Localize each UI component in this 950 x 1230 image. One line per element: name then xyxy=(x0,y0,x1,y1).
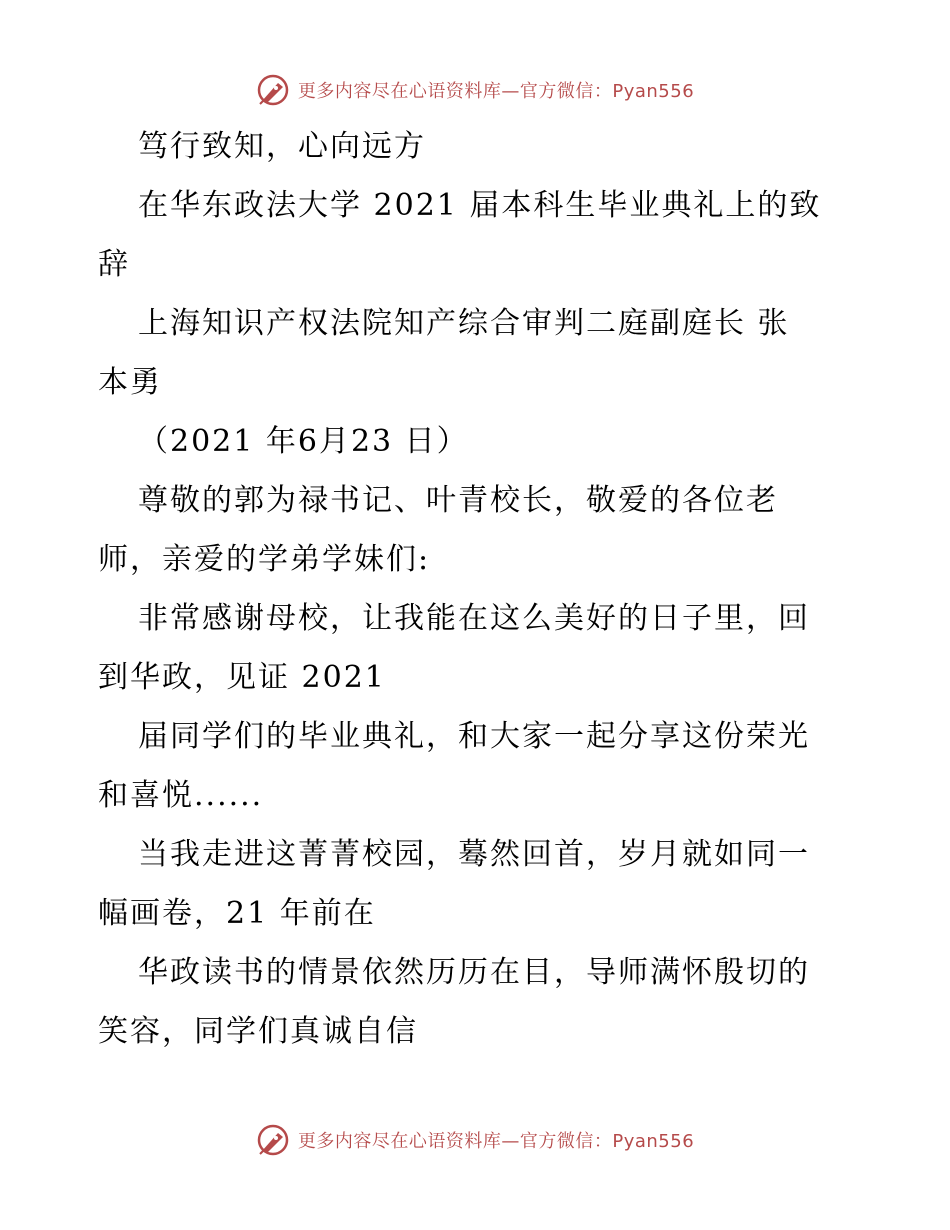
doc-subtitle-line-2: 辞 xyxy=(98,247,130,282)
doc-author-line-1: 上海知识产权法院知产综合审判二庭副庭长 张 xyxy=(138,306,790,341)
doc-subtitle-line-1: 在华东政法大学 2021 届本科生毕业典礼上的致 xyxy=(138,188,822,223)
footer-banner xyxy=(0,1120,950,1160)
paragraph-line: 非常感谢母校，让我能在这么美好的日子里，回 xyxy=(138,601,810,636)
doc-author-line-2: 本勇 xyxy=(98,365,162,400)
paragraph-line: 幅画卷，21 年前在 xyxy=(98,896,376,931)
paragraph-line: 和喜悦...... xyxy=(98,778,264,813)
pen-nib-logo-icon xyxy=(256,73,290,107)
header-banner-text: 更多内容尽在心语资料库—官方微信：Pyan556 xyxy=(297,81,695,102)
paragraph-line: 尊敬的郭为禄书记、叶青校长，敬爱的各位老 xyxy=(138,483,778,518)
doc-date: （2021 年6月23 日） xyxy=(138,424,469,459)
pen-nib-logo-icon xyxy=(256,1123,290,1157)
paragraph-line: 到华政，见证 2021 xyxy=(98,660,386,695)
header-banner xyxy=(0,70,950,110)
paragraph-line: 师，亲爱的学弟学妹们: xyxy=(98,542,431,577)
footer-banner-text: 更多内容尽在心语资料库—官方微信：Pyan556 xyxy=(297,1131,695,1152)
paragraph-line: 届同学们的毕业典礼，和大家一起分享这份荣光 xyxy=(138,719,810,754)
paragraph-line: 华政读书的情景依然历历在目，导师满怀殷切的 xyxy=(138,955,810,990)
paragraph-line: 笑容，同学们真诚自信 xyxy=(98,1014,418,1049)
paragraph-line: 当我走进这菁菁校园，蓦然回首，岁月就如同一 xyxy=(138,837,810,872)
doc-title: 笃行致知，心向远方 xyxy=(138,129,426,164)
